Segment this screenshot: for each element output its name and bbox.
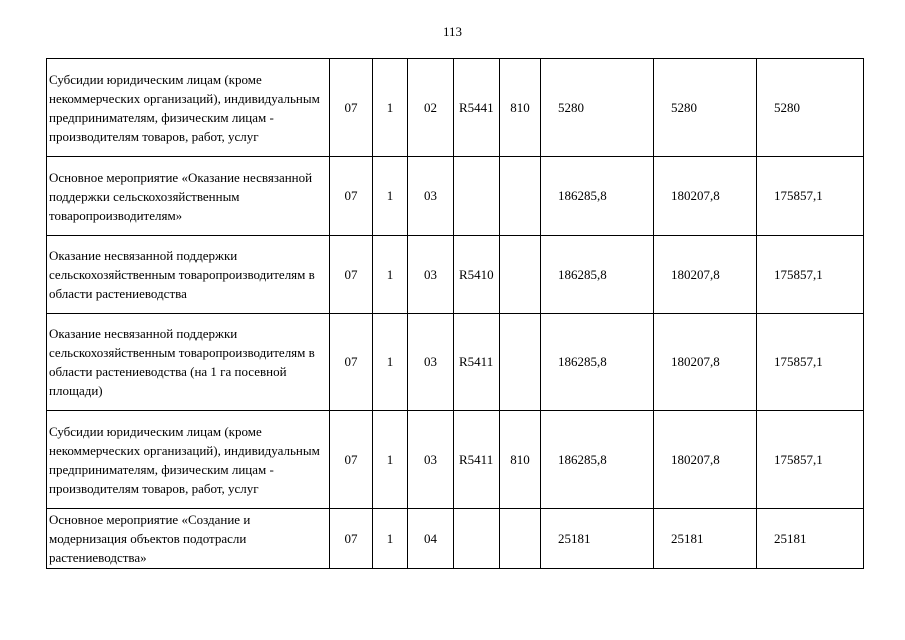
expense-type-cell: 810 bbox=[500, 59, 541, 157]
program-cell: 1 bbox=[373, 236, 408, 314]
razdel-cell: 07 bbox=[330, 157, 373, 236]
amount-year2-cell: 180207,8 bbox=[654, 314, 757, 411]
razdel-cell: 07 bbox=[330, 236, 373, 314]
razdel-cell: 07 bbox=[330, 314, 373, 411]
program-cell: 1 bbox=[373, 509, 408, 569]
amount-year1-cell: 186285,8 bbox=[541, 236, 654, 314]
subprogram-cell: 03 bbox=[408, 314, 454, 411]
table-row bbox=[47, 236, 864, 314]
article-cell: R5411 bbox=[454, 314, 500, 411]
amount-year2-cell: 5280 bbox=[654, 59, 757, 157]
row-name-cell: Оказание несвязанной поддержки сельскохозяйственным товаропроизводителям в области растениеводства bbox=[47, 236, 330, 314]
article-cell: R5411 bbox=[454, 411, 500, 509]
table-row bbox=[47, 59, 864, 157]
expense-type-cell bbox=[500, 157, 541, 236]
amount-year3-cell: 175857,1 bbox=[757, 236, 864, 314]
razdel-cell: 07 bbox=[330, 59, 373, 157]
table-row bbox=[47, 157, 864, 236]
budget-table bbox=[46, 58, 864, 569]
expense-type-cell bbox=[500, 236, 541, 314]
table-row bbox=[47, 314, 864, 411]
expense-type-cell: 810 bbox=[500, 411, 541, 509]
row-name-cell: Субсидии юридическим лицам (кроме некоммерческих организаций), индивидуальным предпринимателям, физическим лицам - производителям товаров, работ, услуг bbox=[47, 411, 330, 509]
expense-type-cell bbox=[500, 314, 541, 411]
program-cell: 1 bbox=[373, 314, 408, 411]
subprogram-cell: 03 bbox=[408, 411, 454, 509]
amount-year1-cell: 186285,8 bbox=[541, 411, 654, 509]
razdel-cell: 07 bbox=[330, 509, 373, 569]
row-name-cell: Оказание несвязанной поддержки сельскохозяйственным товаропроизводителям в области растениеводства (на 1 га посевной площади) bbox=[47, 314, 330, 411]
amount-year3-cell: 25181 bbox=[757, 509, 864, 569]
subprogram-cell: 03 bbox=[408, 236, 454, 314]
program-cell: 1 bbox=[373, 59, 408, 157]
row-name-cell: Основное мероприятие «Создание и модернизация объектов подотрасли растениеводства» bbox=[47, 509, 330, 569]
amount-year2-cell: 25181 bbox=[654, 509, 757, 569]
amount-year1-cell: 25181 bbox=[541, 509, 654, 569]
program-cell: 1 bbox=[373, 411, 408, 509]
program-cell: 1 bbox=[373, 157, 408, 236]
article-cell: R5441 bbox=[454, 59, 500, 157]
amount-year3-cell: 175857,1 bbox=[757, 157, 864, 236]
article-cell bbox=[454, 157, 500, 236]
row-name-cell: Основное мероприятие «Оказание несвязанной поддержки сельскохозяйственным товаропроизводителям» bbox=[47, 157, 330, 236]
amount-year2-cell: 180207,8 bbox=[654, 157, 757, 236]
row-name-cell: Субсидии юридическим лицам (кроме некоммерческих организаций), индивидуальным предпринимателям, физическим лицам - производителям товаров, работ, услуг bbox=[47, 59, 330, 157]
razdel-cell: 07 bbox=[330, 411, 373, 509]
article-cell bbox=[454, 509, 500, 569]
table-row bbox=[47, 509, 864, 569]
amount-year2-cell: 180207,8 bbox=[654, 236, 757, 314]
amount-year3-cell: 175857,1 bbox=[757, 314, 864, 411]
amount-year1-cell: 186285,8 bbox=[541, 157, 654, 236]
subprogram-cell: 02 bbox=[408, 59, 454, 157]
article-cell: R5410 bbox=[454, 236, 500, 314]
subprogram-cell: 03 bbox=[408, 157, 454, 236]
amount-year2-cell: 180207,8 bbox=[654, 411, 757, 509]
subprogram-cell: 04 bbox=[408, 509, 454, 569]
amount-year3-cell: 5280 bbox=[757, 59, 864, 157]
expense-type-cell bbox=[500, 509, 541, 569]
page-number: 113 bbox=[442, 24, 463, 39]
amount-year3-cell: 175857,1 bbox=[757, 411, 864, 509]
table-row bbox=[47, 411, 864, 509]
amount-year1-cell: 186285,8 bbox=[541, 314, 654, 411]
amount-year1-cell: 5280 bbox=[541, 59, 654, 157]
